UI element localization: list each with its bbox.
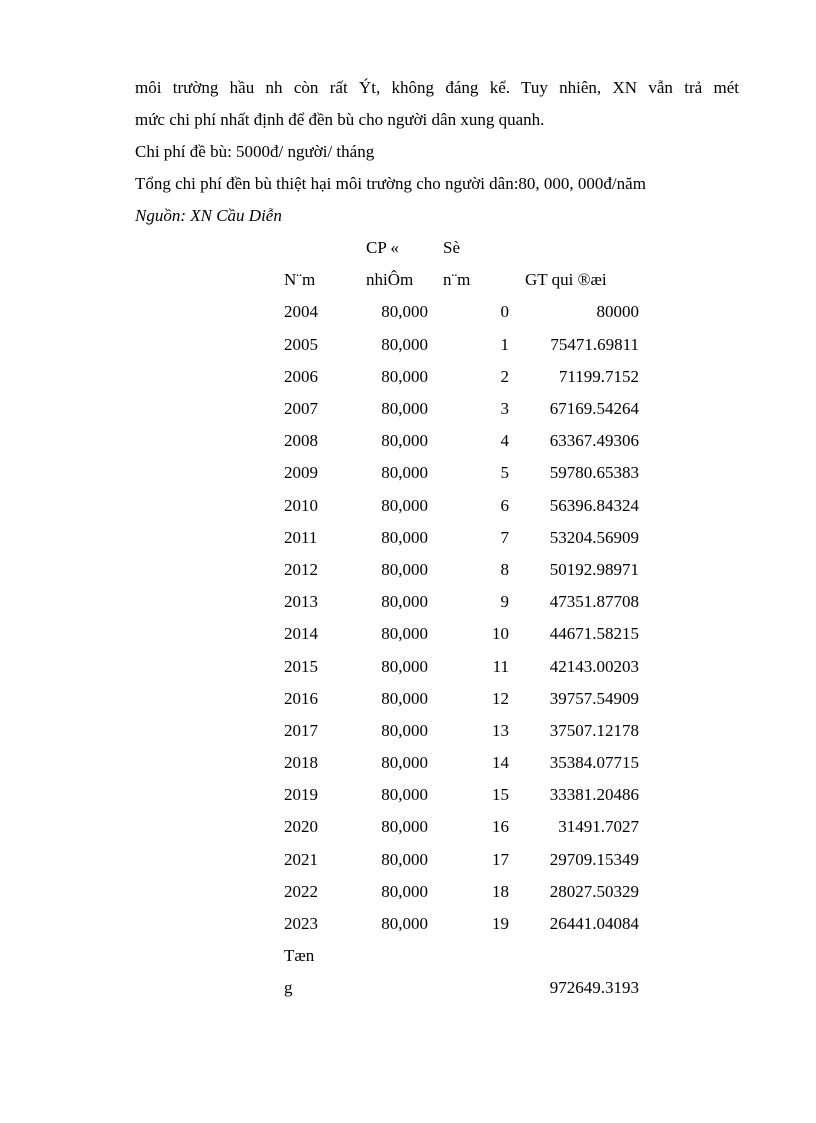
cell-year: 2011 — [284, 527, 318, 547]
cell-n: 14 — [492, 753, 509, 773]
cell-cost: 80,000 — [381, 592, 428, 612]
cell-year: 2005 — [284, 334, 318, 354]
cell-gt: 75471.69811 — [550, 334, 639, 354]
cell-n: 3 — [500, 399, 509, 419]
intro-paragraph-line-1: môi trường hầu nh còn rất Ýt, không đáng kể. Tuy nhiên, XN vẫn trả mét — [135, 78, 739, 97]
cell-year: 2006 — [284, 366, 318, 386]
cell-cost: 80,000 — [381, 817, 428, 837]
cell-year: 2022 — [284, 881, 318, 901]
cell-cost: 80,000 — [381, 914, 428, 934]
table-row — [278, 361, 639, 393]
source-note: Nguồn: XN Cầu Diễn — [135, 206, 282, 225]
cell-gt: 56396.84324 — [549, 495, 639, 515]
header-cost: nhiÔm — [366, 270, 414, 290]
total-row-label — [278, 940, 639, 972]
cell-n: 0 — [500, 302, 509, 322]
table-row — [278, 329, 639, 361]
table-row — [278, 522, 639, 554]
header-gt: GT qui ®æi — [525, 270, 607, 290]
cell-gt: 39757.54909 — [549, 688, 639, 708]
total-row — [278, 972, 639, 1004]
table-row — [278, 908, 639, 940]
cell-cost: 80,000 — [381, 624, 428, 644]
cell-n: 2 — [500, 366, 509, 386]
cell-gt: 26441.04084 — [549, 914, 639, 934]
cell-cost: 80,000 — [381, 881, 428, 901]
cell-cost: 80,000 — [381, 431, 428, 451]
cell-gt: 37507.12178 — [549, 720, 639, 740]
table-row — [278, 554, 639, 586]
cell-n: 13 — [492, 720, 509, 740]
cell-gt: 47351.87708 — [549, 592, 639, 612]
cell-gt: 29709.15349 — [549, 849, 639, 869]
cell-n: 1 — [500, 334, 509, 354]
compensation-rate-line: Chi phí đề bù: 5000đ/ người/ tháng — [135, 142, 375, 161]
table-row — [278, 844, 639, 876]
table-row — [278, 747, 639, 779]
cell-year: 2009 — [284, 463, 318, 483]
table-row — [278, 715, 639, 747]
cell-cost: 80,000 — [381, 785, 428, 805]
cell-gt: 35384.07715 — [549, 753, 639, 773]
cell-n: 12 — [492, 688, 509, 708]
cell-gt: 63367.49306 — [549, 431, 639, 451]
header-year: N¨m — [284, 270, 316, 290]
table-row — [278, 490, 639, 522]
cell-n: 4 — [500, 431, 509, 451]
table-row — [278, 683, 639, 715]
cell-year: 2007 — [284, 399, 318, 419]
cell-n: 19 — [492, 914, 509, 934]
cell-n: 11 — [492, 656, 509, 676]
cell-year: 2016 — [284, 688, 318, 708]
table-row — [278, 425, 639, 457]
cell-cost: 80,000 — [381, 399, 428, 419]
table-row — [278, 876, 639, 908]
table-row — [278, 618, 639, 650]
cell-cost: 80,000 — [381, 656, 428, 676]
cell-n: 18 — [492, 881, 509, 901]
intro-paragraph — [135, 72, 739, 136]
cell-cost: 80,000 — [381, 849, 428, 869]
table-row — [278, 811, 639, 843]
cell-year: 2013 — [284, 592, 318, 612]
cell-cost: 80,000 — [381, 366, 428, 386]
total-label-line-2: g — [284, 978, 293, 998]
cell-gt: 53204.56909 — [549, 527, 639, 547]
header-year-top — [278, 232, 352, 264]
cell-year: 2014 — [284, 624, 318, 644]
cell-year: 2004 — [284, 302, 318, 322]
cell-n: 16 — [492, 817, 509, 837]
cell-gt: 28027.50329 — [549, 881, 639, 901]
header-n-top: Sè — [443, 238, 460, 258]
table-header-row-bottom — [278, 264, 639, 296]
cell-year: 2023 — [284, 914, 318, 934]
cell-cost: 80,000 — [381, 559, 428, 579]
cell-n: 5 — [500, 463, 509, 483]
table-row — [278, 586, 639, 618]
cell-n: 7 — [500, 527, 509, 547]
cell-year: 2015 — [284, 656, 318, 676]
table-header-row-top — [278, 232, 639, 264]
cell-cost: 80,000 — [381, 334, 428, 354]
total-compensation-line: Tổng chi phí đền bù thiệt hại môi trường cho người dân:80, 000, 000đ/năm — [135, 174, 646, 193]
cell-cost: 80,000 — [381, 720, 428, 740]
cell-year: 2020 — [284, 817, 318, 837]
cell-cost: 80,000 — [381, 753, 428, 773]
cell-gt: 80000 — [596, 302, 639, 322]
cell-gt: 67169.54264 — [549, 399, 639, 419]
cell-n: 8 — [500, 559, 509, 579]
discounted-cost-table — [278, 232, 639, 1005]
cell-cost: 80,000 — [381, 302, 428, 322]
cell-year: 2021 — [284, 849, 318, 869]
header-gt-top — [509, 232, 639, 264]
cell-year: 2010 — [284, 495, 318, 515]
cell-n: 15 — [492, 785, 509, 805]
table-row — [278, 650, 639, 682]
cell-cost: 80,000 — [381, 688, 428, 708]
cell-gt: 31491.7027 — [558, 817, 639, 837]
header-n: n¨m — [443, 270, 471, 290]
cell-gt: 42143.00203 — [549, 656, 639, 676]
cell-gt: 50192.98971 — [549, 559, 639, 579]
table-row — [278, 393, 639, 425]
total-value: 972649.3193 — [549, 978, 639, 998]
cell-gt: 71199.7152 — [558, 366, 639, 386]
intro-paragraph-line-2: mức chi phí nhất định để đền bù cho người dân xung quanh. — [135, 110, 545, 129]
cell-gt: 59780.65383 — [549, 463, 639, 483]
cell-year: 2017 — [284, 720, 318, 740]
cell-year: 2008 — [284, 431, 318, 451]
table-row — [278, 457, 639, 489]
cell-year: 2018 — [284, 753, 318, 773]
header-cost-top: CP « — [366, 238, 399, 258]
cell-cost: 80,000 — [381, 495, 428, 515]
cell-n: 17 — [492, 849, 509, 869]
cell-cost: 80,000 — [381, 463, 428, 483]
cell-gt: 44671.58215 — [549, 624, 639, 644]
cell-year: 2019 — [284, 785, 318, 805]
cell-cost: 80,000 — [381, 527, 428, 547]
cell-n: 6 — [500, 495, 509, 515]
total-label-line-1: Tæn — [284, 946, 315, 966]
cell-gt: 33381.20486 — [549, 785, 639, 805]
cell-n: 10 — [492, 624, 509, 644]
table-row — [278, 779, 639, 811]
cell-n: 9 — [500, 592, 509, 612]
table-row — [278, 296, 639, 328]
cell-year: 2012 — [284, 559, 318, 579]
